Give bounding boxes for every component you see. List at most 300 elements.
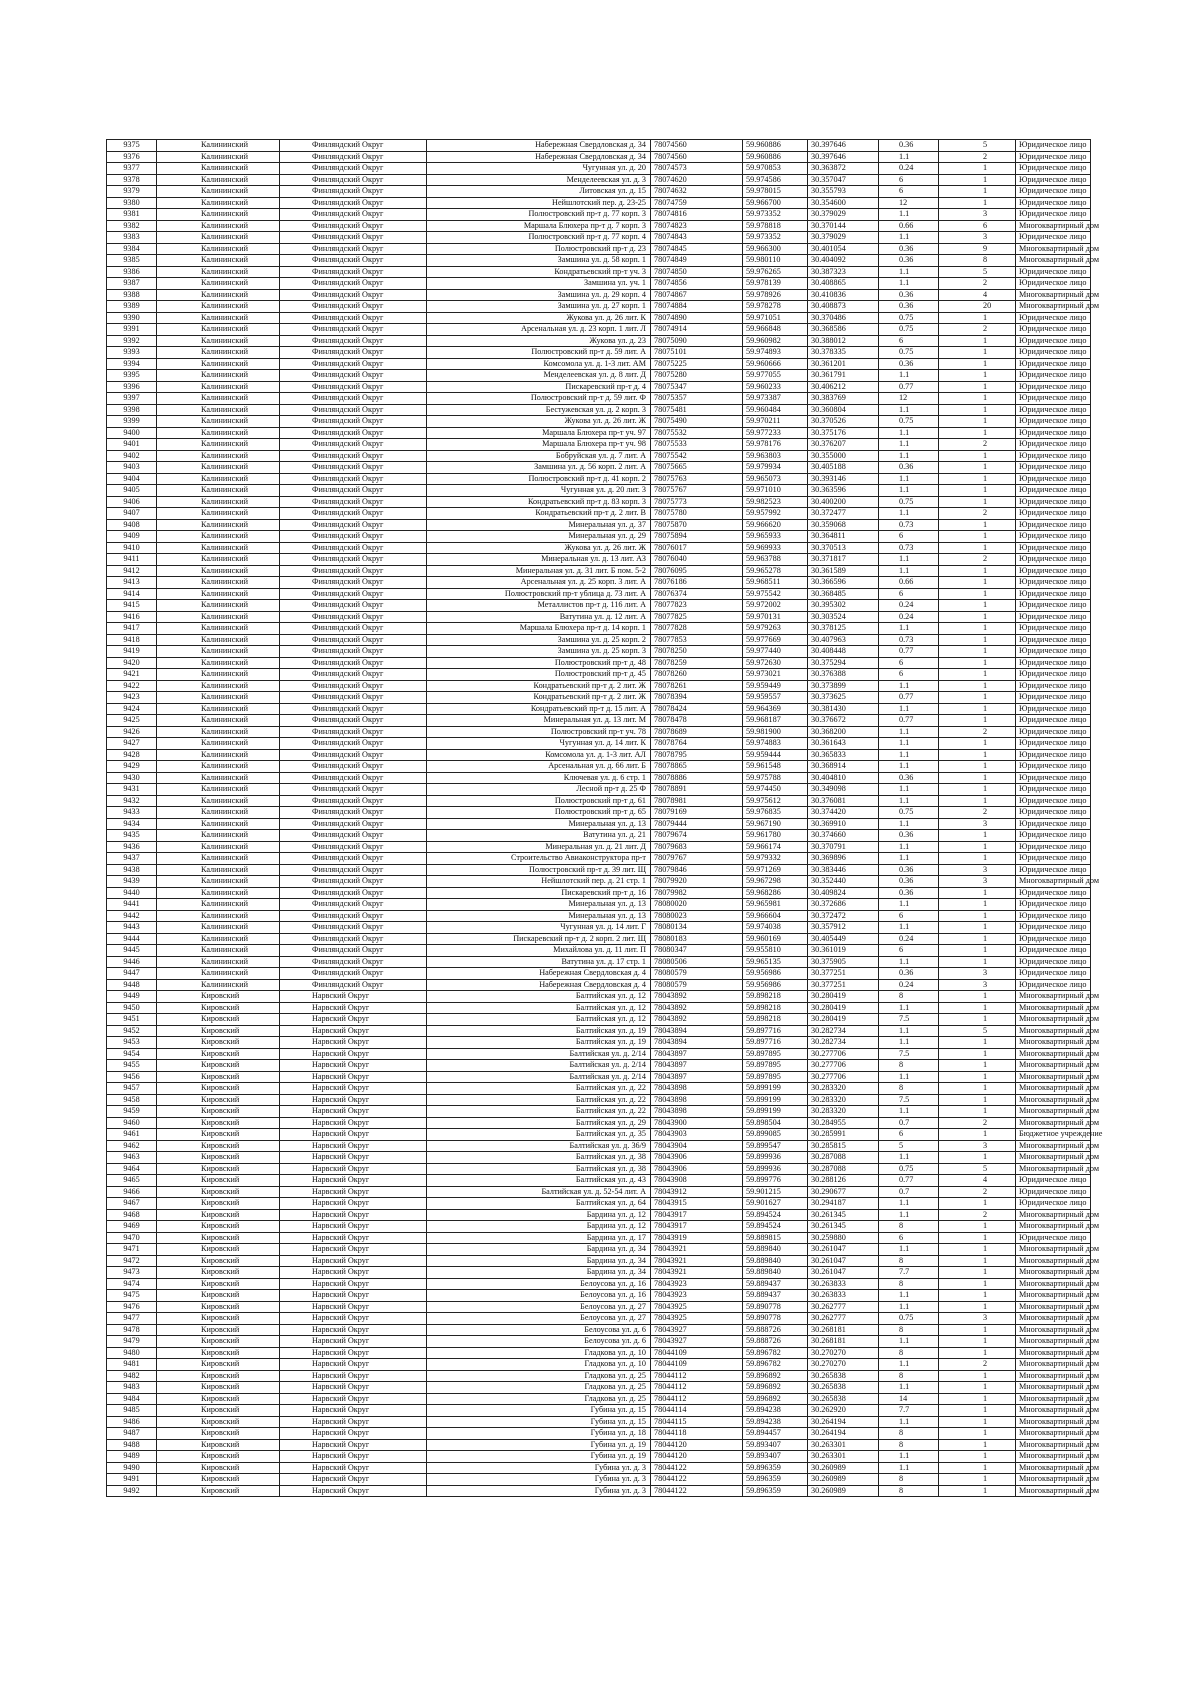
- latitude-cell: 59.974586: [743, 174, 808, 186]
- address-cell: Кондратьевский пр-т д. 2 лит. В: [427, 508, 651, 520]
- table-row: [107, 496, 1091, 508]
- longitude-cell: 30.262777: [808, 1301, 879, 1313]
- row-number-cell: 9384: [107, 243, 157, 255]
- row-number-cell: 9453: [107, 1037, 157, 1049]
- building-code-cell: 78043927: [651, 1324, 743, 1336]
- municipal-okrug-cell: Финляндский Округ: [280, 312, 427, 324]
- row-number-cell: 9439: [107, 876, 157, 888]
- latitude-cell: 59.978926: [743, 289, 808, 301]
- municipal-okrug-cell: Финляндский Округ: [280, 140, 427, 152]
- longitude-cell: 30.283320: [808, 1094, 879, 1106]
- address-cell: Полюстровский пр-т д. 59 лит. А: [427, 347, 651, 359]
- address-cell: Полюстровский пр-т уч. 78: [427, 726, 651, 738]
- longitude-cell: 30.406212: [808, 381, 879, 393]
- power-value-cell: 1.1: [879, 473, 939, 485]
- count-cell: 1: [939, 991, 1016, 1003]
- address-cell: Балтийская ул. д. 38: [427, 1152, 651, 1164]
- building-code-cell: 78074843: [651, 232, 743, 244]
- table-row: [107, 163, 1091, 175]
- longitude-cell: 30.400200: [808, 496, 879, 508]
- power-value-cell: 6: [879, 531, 939, 543]
- longitude-cell: 30.290677: [808, 1186, 879, 1198]
- district-cell: Кировский: [157, 1347, 280, 1359]
- power-value-cell: 8: [879, 1060, 939, 1072]
- address-cell: Михайлова ул. д. 11 лит. П: [427, 945, 651, 957]
- municipal-okrug-cell: Финляндский Округ: [280, 922, 427, 934]
- address-cell: Губина ул. д. 3: [427, 1474, 651, 1486]
- row-number-cell: 9426: [107, 726, 157, 738]
- table-row: [107, 1152, 1091, 1164]
- building-code-cell: 78044112: [651, 1382, 743, 1394]
- building-code-cell: 78043898: [651, 1094, 743, 1106]
- count-cell: 1: [939, 542, 1016, 554]
- municipal-okrug-cell: Финляндский Округ: [280, 186, 427, 198]
- latitude-cell: 59.976835: [743, 807, 808, 819]
- power-value-cell: 8: [879, 1324, 939, 1336]
- district-cell: Калининский: [157, 853, 280, 865]
- table-row: [107, 255, 1091, 267]
- municipal-okrug-cell: Нарвский Округ: [280, 1359, 427, 1371]
- building-code-cell: 78043903: [651, 1129, 743, 1141]
- power-value-cell: 0.7: [879, 1186, 939, 1198]
- row-number-cell: 9461: [107, 1129, 157, 1141]
- building-code-cell: 78079674: [651, 830, 743, 842]
- address-cell: Нейшлотский пер. д. 23-25: [427, 197, 651, 209]
- count-cell: 1: [939, 1416, 1016, 1428]
- municipal-okrug-cell: Нарвский Округ: [280, 1244, 427, 1256]
- table-row: [107, 1232, 1091, 1244]
- latitude-cell: 59.960982: [743, 335, 808, 347]
- district-cell: Кировский: [157, 1278, 280, 1290]
- row-number-cell: 9474: [107, 1278, 157, 1290]
- count-cell: 1: [939, 393, 1016, 405]
- owner-type-cell: Многоквартирный дом: [1016, 1060, 1091, 1072]
- municipal-okrug-cell: Финляндский Округ: [280, 301, 427, 313]
- municipal-okrug-cell: Нарвский Округ: [280, 1071, 427, 1083]
- district-cell: Калининский: [157, 611, 280, 623]
- municipal-okrug-cell: Финляндский Округ: [280, 887, 427, 899]
- owner-type-cell: Многоквартирный дом: [1016, 1071, 1091, 1083]
- district-cell: Кировский: [157, 1014, 280, 1026]
- municipal-okrug-cell: Финляндский Округ: [280, 623, 427, 635]
- building-code-cell: 78044120: [651, 1439, 743, 1451]
- table-row: [107, 439, 1091, 451]
- longitude-cell: 30.361201: [808, 358, 879, 370]
- table-row: [107, 1416, 1091, 1428]
- address-cell: Губина ул. д. 15: [427, 1416, 651, 1428]
- owner-type-cell: Многоквартирный дом: [1016, 1025, 1091, 1037]
- count-cell: 3: [939, 232, 1016, 244]
- building-code-cell: 78076095: [651, 565, 743, 577]
- table-row: [107, 1324, 1091, 1336]
- power-value-cell: 6: [879, 1129, 939, 1141]
- table-row: [107, 600, 1091, 612]
- row-number-cell: 9488: [107, 1439, 157, 1451]
- building-code-cell: 78075481: [651, 404, 743, 416]
- longitude-cell: 30.372477: [808, 508, 879, 520]
- building-code-cell: 78080134: [651, 922, 743, 934]
- latitude-cell: 59.965278: [743, 565, 808, 577]
- latitude-cell: 59.966620: [743, 519, 808, 531]
- owner-type-cell: Юридическое лицо: [1016, 335, 1091, 347]
- owner-type-cell: Юридическое лицо: [1016, 462, 1091, 474]
- building-code-cell: 78043892: [651, 1014, 743, 1026]
- latitude-cell: 59.894238: [743, 1405, 808, 1417]
- district-cell: Кировский: [157, 1370, 280, 1382]
- building-code-cell: 78043917: [651, 1209, 743, 1221]
- latitude-cell: 59.979934: [743, 462, 808, 474]
- district-cell: Кировский: [157, 1186, 280, 1198]
- power-value-cell: 0.75: [879, 347, 939, 359]
- row-number-cell: 9438: [107, 864, 157, 876]
- address-cell: Бардина ул. д. 12: [427, 1221, 651, 1233]
- longitude-cell: 30.285815: [808, 1140, 879, 1152]
- power-value-cell: 1.1: [879, 680, 939, 692]
- owner-type-cell: Юридическое лицо: [1016, 439, 1091, 451]
- building-code-cell: 78044120: [651, 1451, 743, 1463]
- district-cell: Калининский: [157, 462, 280, 474]
- power-value-cell: 0.75: [879, 807, 939, 819]
- building-code-cell: 78080506: [651, 956, 743, 968]
- power-value-cell: 1.1: [879, 1209, 939, 1221]
- owner-type-cell: Юридическое лицо: [1016, 370, 1091, 382]
- row-number-cell: 9390: [107, 312, 157, 324]
- latitude-cell: 59.893407: [743, 1439, 808, 1451]
- row-number-cell: 9446: [107, 956, 157, 968]
- latitude-cell: 59.897716: [743, 1037, 808, 1049]
- address-cell: Гладкова ул. д. 25: [427, 1393, 651, 1405]
- latitude-cell: 59.966848: [743, 324, 808, 336]
- latitude-cell: 59.970853: [743, 163, 808, 175]
- building-code-cell: 78074867: [651, 289, 743, 301]
- district-cell: Кировский: [157, 1382, 280, 1394]
- latitude-cell: 59.977055: [743, 370, 808, 382]
- address-cell: Жукова ул. д. 26 лит. К: [427, 312, 651, 324]
- table-row: [107, 197, 1091, 209]
- latitude-cell: 59.899085: [743, 1129, 808, 1141]
- count-cell: 1: [939, 1255, 1016, 1267]
- address-cell: Бардина ул. д. 34: [427, 1267, 651, 1279]
- table-row: [107, 1451, 1091, 1463]
- latitude-cell: 59.899199: [743, 1094, 808, 1106]
- owner-type-cell: Многоквартирный дом: [1016, 1163, 1091, 1175]
- municipal-okrug-cell: Финляндский Округ: [280, 726, 427, 738]
- power-value-cell: 1.1: [879, 404, 939, 416]
- municipal-okrug-cell: Финляндский Округ: [280, 657, 427, 669]
- row-number-cell: 9456: [107, 1071, 157, 1083]
- owner-type-cell: Юридическое лицо: [1016, 634, 1091, 646]
- district-cell: Кировский: [157, 1071, 280, 1083]
- latitude-cell: 59.981900: [743, 726, 808, 738]
- building-code-cell: 78076186: [651, 577, 743, 589]
- count-cell: 1: [939, 623, 1016, 635]
- owner-type-cell: Многоквартирный дом: [1016, 243, 1091, 255]
- count-cell: 4: [939, 1175, 1016, 1187]
- table-row: [107, 1313, 1091, 1325]
- longitude-cell: 30.395302: [808, 600, 879, 612]
- address-cell: Кондратьевский пр-т д. 2 лит. Ж: [427, 692, 651, 704]
- owner-type-cell: Многоквартирный дом: [1016, 1037, 1091, 1049]
- count-cell: 1: [939, 1336, 1016, 1348]
- owner-type-cell: Многоквартирный дом: [1016, 1140, 1091, 1152]
- owner-type-cell: Юридическое лицо: [1016, 818, 1091, 830]
- latitude-cell: 59.957992: [743, 508, 808, 520]
- latitude-cell: 59.966300: [743, 243, 808, 255]
- municipal-okrug-cell: Финляндский Округ: [280, 945, 427, 957]
- latitude-cell: 59.897895: [743, 1048, 808, 1060]
- longitude-cell: 30.283320: [808, 1106, 879, 1118]
- power-value-cell: 0.75: [879, 312, 939, 324]
- count-cell: 5: [939, 266, 1016, 278]
- latitude-cell: 59.960886: [743, 140, 808, 152]
- row-number-cell: 9460: [107, 1117, 157, 1129]
- table-row: [107, 393, 1091, 405]
- address-cell: Ватутина ул. д. 17 стр. 1: [427, 956, 651, 968]
- longitude-cell: 30.379029: [808, 209, 879, 221]
- count-cell: 1: [939, 1152, 1016, 1164]
- latitude-cell: 59.977440: [743, 646, 808, 658]
- power-value-cell: 6: [879, 186, 939, 198]
- municipal-okrug-cell: Нарвский Округ: [280, 1462, 427, 1474]
- owner-type-cell: Юридическое лицо: [1016, 450, 1091, 462]
- owner-type-cell: Юридическое лицо: [1016, 979, 1091, 991]
- count-cell: 2: [939, 439, 1016, 451]
- owner-type-cell: Юридическое лицо: [1016, 922, 1091, 934]
- power-value-cell: 1.1: [879, 370, 939, 382]
- latitude-cell: 59.890778: [743, 1301, 808, 1313]
- municipal-okrug-cell: Нарвский Округ: [280, 1428, 427, 1440]
- longitude-cell: 30.268181: [808, 1336, 879, 1348]
- municipal-okrug-cell: Нарвский Округ: [280, 1152, 427, 1164]
- district-cell: Кировский: [157, 1175, 280, 1187]
- count-cell: 1: [939, 381, 1016, 393]
- address-cell: Замшина ул. д. 25 корп. 3: [427, 646, 651, 658]
- address-cell: Минеральная ул. д. 31 лит. Б пом. 5-2: [427, 565, 651, 577]
- power-value-cell: 0.24: [879, 979, 939, 991]
- owner-type-cell: Многоквартирный дом: [1016, 220, 1091, 232]
- latitude-cell: 59.978139: [743, 278, 808, 290]
- owner-type-cell: Юридическое лицо: [1016, 485, 1091, 497]
- address-cell: Менделеевская ул. д. 3: [427, 174, 651, 186]
- longitude-cell: 30.408873: [808, 301, 879, 313]
- count-cell: 1: [939, 853, 1016, 865]
- longitude-cell: 30.378335: [808, 347, 879, 359]
- building-code-cell: 78074620: [651, 174, 743, 186]
- count-cell: 1: [939, 197, 1016, 209]
- count-cell: 3: [939, 864, 1016, 876]
- owner-type-cell: Юридическое лицо: [1016, 577, 1091, 589]
- power-value-cell: 8: [879, 1221, 939, 1233]
- power-value-cell: 12: [879, 393, 939, 405]
- district-cell: Кировский: [157, 1451, 280, 1463]
- latitude-cell: 59.966174: [743, 841, 808, 853]
- latitude-cell: 59.894524: [743, 1221, 808, 1233]
- power-value-cell: 1.1: [879, 623, 939, 635]
- longitude-cell: 30.260989: [808, 1474, 879, 1486]
- power-value-cell: 8: [879, 1370, 939, 1382]
- municipal-okrug-cell: Финляндский Округ: [280, 416, 427, 428]
- power-value-cell: 1.1: [879, 922, 939, 934]
- building-code-cell: 78043906: [651, 1163, 743, 1175]
- owner-type-cell: Юридическое лицо: [1016, 565, 1091, 577]
- address-cell: Балтийская ул. д. 2/14: [427, 1060, 651, 1072]
- longitude-cell: 30.288126: [808, 1175, 879, 1187]
- district-cell: Калининский: [157, 393, 280, 405]
- row-number-cell: 9398: [107, 404, 157, 416]
- longitude-cell: 30.407963: [808, 634, 879, 646]
- district-cell: Кировский: [157, 1336, 280, 1348]
- table-row: [107, 1106, 1091, 1118]
- building-code-cell: 78043897: [651, 1060, 743, 1072]
- power-value-cell: 1.1: [879, 232, 939, 244]
- row-number-cell: 9481: [107, 1359, 157, 1371]
- row-number-cell: 9477: [107, 1313, 157, 1325]
- owner-type-cell: Юридическое лицо: [1016, 853, 1091, 865]
- owner-type-cell: Многоквартирный дом: [1016, 1094, 1091, 1106]
- row-number-cell: 9407: [107, 508, 157, 520]
- count-cell: 1: [939, 841, 1016, 853]
- table-row: [107, 1462, 1091, 1474]
- longitude-cell: 30.387323: [808, 266, 879, 278]
- row-number-cell: 9394: [107, 358, 157, 370]
- row-number-cell: 9445: [107, 945, 157, 957]
- district-cell: Кировский: [157, 1324, 280, 1336]
- municipal-okrug-cell: Финляндский Округ: [280, 462, 427, 474]
- power-value-cell: 6: [879, 174, 939, 186]
- municipal-okrug-cell: Нарвский Округ: [280, 1474, 427, 1486]
- row-number-cell: 9482: [107, 1370, 157, 1382]
- latitude-cell: 59.899936: [743, 1152, 808, 1164]
- table-row: [107, 1255, 1091, 1267]
- power-value-cell: 0.75: [879, 496, 939, 508]
- building-code-cell: 78043925: [651, 1301, 743, 1313]
- district-cell: Кировский: [157, 1301, 280, 1313]
- power-value-cell: 0.75: [879, 1163, 939, 1175]
- address-cell: Полюстровский пр-т д. 59 лит. Ф: [427, 393, 651, 405]
- longitude-cell: 30.263833: [808, 1278, 879, 1290]
- address-cell: Нейшлотский пер. д. 21 стр. 1: [427, 876, 651, 888]
- row-number-cell: 9463: [107, 1152, 157, 1164]
- building-code-cell: 78074816: [651, 209, 743, 221]
- power-value-cell: 6: [879, 588, 939, 600]
- municipal-okrug-cell: Нарвский Округ: [280, 1083, 427, 1095]
- table-row: [107, 381, 1091, 393]
- longitude-cell: 30.262777: [808, 1313, 879, 1325]
- municipal-okrug-cell: Нарвский Округ: [280, 1175, 427, 1187]
- building-code-cell: 78043917: [651, 1221, 743, 1233]
- municipal-okrug-cell: Финляндский Округ: [280, 933, 427, 945]
- row-number-cell: 9427: [107, 738, 157, 750]
- count-cell: 1: [939, 1474, 1016, 1486]
- address-cell: Арсенальная ул. д. 23 корп. 1 лит. Л: [427, 324, 651, 336]
- table-row: [107, 473, 1091, 485]
- row-number-cell: 9408: [107, 519, 157, 531]
- municipal-okrug-cell: Нарвский Округ: [280, 1129, 427, 1141]
- table-row: [107, 186, 1091, 198]
- owner-type-cell: Юридическое лицо: [1016, 887, 1091, 899]
- longitude-cell: 30.265838: [808, 1393, 879, 1405]
- count-cell: 1: [939, 347, 1016, 359]
- table-row: [107, 243, 1091, 255]
- owner-type-cell: Юридическое лицо: [1016, 600, 1091, 612]
- municipal-okrug-cell: Финляндский Округ: [280, 600, 427, 612]
- table-row: [107, 519, 1091, 531]
- power-value-cell: 1.1: [879, 795, 939, 807]
- longitude-cell: 30.270270: [808, 1347, 879, 1359]
- district-cell: Калининский: [157, 243, 280, 255]
- building-code-cell: 78074560: [651, 151, 743, 163]
- building-code-cell: 78043897: [651, 1071, 743, 1083]
- power-value-cell: 1.1: [879, 151, 939, 163]
- count-cell: 1: [939, 1278, 1016, 1290]
- longitude-cell: 30.370513: [808, 542, 879, 554]
- municipal-okrug-cell: Нарвский Округ: [280, 1405, 427, 1417]
- address-cell: Балтийская ул. д. 29: [427, 1117, 651, 1129]
- municipal-okrug-cell: Финляндский Округ: [280, 749, 427, 761]
- latitude-cell: 59.977669: [743, 634, 808, 646]
- municipal-okrug-cell: Нарвский Округ: [280, 1209, 427, 1221]
- table-row: [107, 611, 1091, 623]
- owner-type-cell: Юридическое лицо: [1016, 266, 1091, 278]
- building-code-cell: 78043898: [651, 1083, 743, 1095]
- power-value-cell: 0.75: [879, 1313, 939, 1325]
- building-code-cell: 78043892: [651, 991, 743, 1003]
- building-code-cell: 78074884: [651, 301, 743, 313]
- latitude-cell: 59.896892: [743, 1370, 808, 1382]
- municipal-okrug-cell: Финляндский Округ: [280, 508, 427, 520]
- address-cell: Металлистов пр-т д. 116 лит. А: [427, 600, 651, 612]
- table-row: [107, 795, 1091, 807]
- address-cell: Набережная Свердловская д. 4: [427, 968, 651, 980]
- building-code-cell: 78044122: [651, 1462, 743, 1474]
- power-value-cell: 0.36: [879, 830, 939, 842]
- municipal-okrug-cell: Финляндский Округ: [280, 876, 427, 888]
- row-number-cell: 9406: [107, 496, 157, 508]
- owner-type-cell: Многоквартирный дом: [1016, 1290, 1091, 1302]
- row-number-cell: 9399: [107, 416, 157, 428]
- district-cell: Калининский: [157, 623, 280, 635]
- municipal-okrug-cell: Финляндский Округ: [280, 646, 427, 658]
- table-row: [107, 1290, 1091, 1302]
- power-value-cell: 1.1: [879, 1002, 939, 1014]
- count-cell: 1: [939, 427, 1016, 439]
- owner-type-cell: Многоквартирный дом: [1016, 289, 1091, 301]
- latitude-cell: 59.968511: [743, 577, 808, 589]
- longitude-cell: 30.357047: [808, 174, 879, 186]
- building-code-cell: 78043925: [651, 1313, 743, 1325]
- longitude-cell: 30.404092: [808, 255, 879, 267]
- building-code-cell: 78078259: [651, 657, 743, 669]
- row-number-cell: 9491: [107, 1474, 157, 1486]
- longitude-cell: 30.280419: [808, 1014, 879, 1026]
- district-cell: Кировский: [157, 1025, 280, 1037]
- address-cell: Арсенальная ул. д. 25 корп. 3 лит. А: [427, 577, 651, 589]
- municipal-okrug-cell: Финляндский Округ: [280, 830, 427, 842]
- power-value-cell: 8: [879, 1347, 939, 1359]
- table-row: [107, 968, 1091, 980]
- table-row: [107, 1048, 1091, 1060]
- address-cell: Ключевая ул. д. 6 стр. 1: [427, 772, 651, 784]
- table-body: [107, 140, 1103, 1497]
- row-number-cell: 9455: [107, 1060, 157, 1072]
- district-cell: Кировский: [157, 1313, 280, 1325]
- municipal-okrug-cell: Финляндский Округ: [280, 680, 427, 692]
- table-row: [107, 140, 1091, 152]
- count-cell: 3: [939, 209, 1016, 221]
- longitude-cell: 30.359068: [808, 519, 879, 531]
- row-number-cell: 9442: [107, 910, 157, 922]
- owner-type-cell: Юридическое лицо: [1016, 1186, 1091, 1198]
